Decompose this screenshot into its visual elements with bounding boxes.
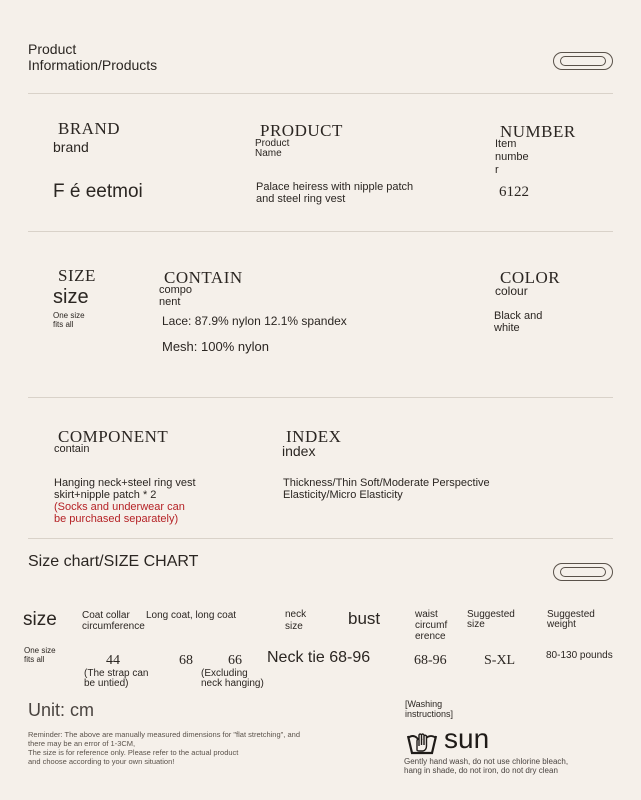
washing-text2: hang in shade, do not iron, do not dry clean <box>404 766 558 775</box>
component-line1: Hanging neck+steel ring vest <box>54 477 196 489</box>
col-sugsize-header1: Suggested <box>467 609 515 620</box>
col-sugweight-header2: weight <box>547 619 576 630</box>
row-coat-note2: be untied) <box>84 678 129 689</box>
row-long-note1: (Excluding <box>201 668 248 679</box>
size-note1: One size <box>53 311 85 320</box>
col-size-header: size <box>23 609 57 630</box>
reminder-line4: and choose according to your own situation! <box>28 757 175 766</box>
number-sub1: Item <box>495 138 517 150</box>
product-sub1: Product <box>255 138 290 149</box>
row-long-coat2: 66 <box>228 653 242 668</box>
contain-title: CONTAIN <box>164 268 243 287</box>
number-title: NUMBER <box>500 122 576 141</box>
brand-sub: brand <box>53 139 89 155</box>
component-red1: (Socks and underwear can <box>54 501 185 513</box>
col-long-coat-header: Long coat, long coat <box>146 610 237 621</box>
index-line2: Elasticity/Micro Elasticity <box>283 489 403 501</box>
row-size1: One size <box>24 646 56 655</box>
divider <box>28 93 613 94</box>
product-value1: Palace heiress with nipple patch <box>256 181 414 193</box>
number-sub2: numbe <box>495 151 529 163</box>
component-line2: skirt+nipple patch * 2 <box>54 489 157 501</box>
col-waist-header1: waist <box>415 609 438 620</box>
col-coat-collar-header2: circumference <box>82 621 145 632</box>
product-sub2: Name <box>255 148 282 159</box>
size-title: SIZE <box>58 266 96 285</box>
col-coat-collar-header1: Coat collar <box>82 610 130 621</box>
contain-mesh: Mesh: 100% nylon <box>162 339 269 354</box>
washing-text1: Gently hand wash, do not use chlorine bleach, <box>404 757 569 766</box>
product-value2: and steel ring vest <box>256 193 346 205</box>
index-line1: Thickness/Thin Soft/Moderate Perspective <box>283 477 490 489</box>
divider <box>28 397 613 398</box>
col-sugsize-header2: size <box>467 619 485 630</box>
divider <box>28 538 613 539</box>
col-waist-header3: erence <box>415 631 446 642</box>
product-title: PRODUCT <box>260 121 343 140</box>
hand-wash-icon <box>405 726 439 756</box>
contain-sub1: compo <box>159 284 193 296</box>
brand-value: F é eetmoi <box>53 181 143 202</box>
color-sub: colour <box>495 284 528 298</box>
unit-label: Unit: cm <box>28 700 95 720</box>
reminder-line1: Reminder: The above are manually measured dimensions for "flat stretching", and <box>28 730 300 739</box>
row-size2: fits all <box>24 655 45 664</box>
number-value: 6122 <box>499 184 529 200</box>
col-waist-header2: circumf <box>415 620 448 631</box>
index-title: INDEX <box>286 427 342 446</box>
header-line2: Information/Products <box>28 57 158 73</box>
washing-label2: instructions] <box>405 709 454 719</box>
contain-lace: Lace: 87.9% nylon 12.1% spandex <box>162 314 347 328</box>
size-note2: fits all <box>53 320 74 329</box>
row-long-note2: neck hanging) <box>201 678 264 689</box>
component-red2: be purchased separately) <box>54 513 179 525</box>
col-neck-header1: neck <box>285 609 307 620</box>
divider <box>28 231 613 232</box>
decorative-pill-icon <box>553 52 613 70</box>
header-line1: Product <box>28 41 77 57</box>
col-neck-header2: size <box>285 621 303 632</box>
size-sub: size <box>53 286 89 308</box>
row-coat-collar: 44 <box>106 653 120 668</box>
component-title: COMPONENT <box>58 427 169 446</box>
washing-big: sun <box>444 723 490 754</box>
washing-label1: [Washing <box>405 699 443 709</box>
index-sub: index <box>282 443 316 459</box>
col-sugweight-header1: Suggested <box>547 609 595 620</box>
row-waist: 68-96 <box>414 653 447 668</box>
row-long-coat1: 68 <box>179 653 193 668</box>
reminder-line3: The size is for reference only. Please refer to the actual product <box>28 748 239 757</box>
size-chart-title: Size chart/SIZE CHART <box>28 553 199 570</box>
component-sub: contain <box>54 443 90 455</box>
row-neck-tie: Neck tie 68-96 <box>267 649 371 666</box>
color-title: COLOR <box>500 268 561 287</box>
col-bust-header: bust <box>348 609 381 628</box>
color-value1: Black and <box>494 310 543 322</box>
number-sub3: r <box>495 164 499 176</box>
reminder-line2: there may be an error of 1-3CM, <box>28 739 136 748</box>
brand-title: BRAND <box>58 119 121 138</box>
decorative-pill-icon <box>553 563 613 581</box>
color-value2: white <box>494 322 520 334</box>
contain-sub2: nent <box>159 296 181 308</box>
row-sug-size: S-XL <box>484 653 516 668</box>
row-sug-weight: 80-130 pounds <box>546 650 613 661</box>
row-coat-note1: (The strap can <box>84 668 149 679</box>
